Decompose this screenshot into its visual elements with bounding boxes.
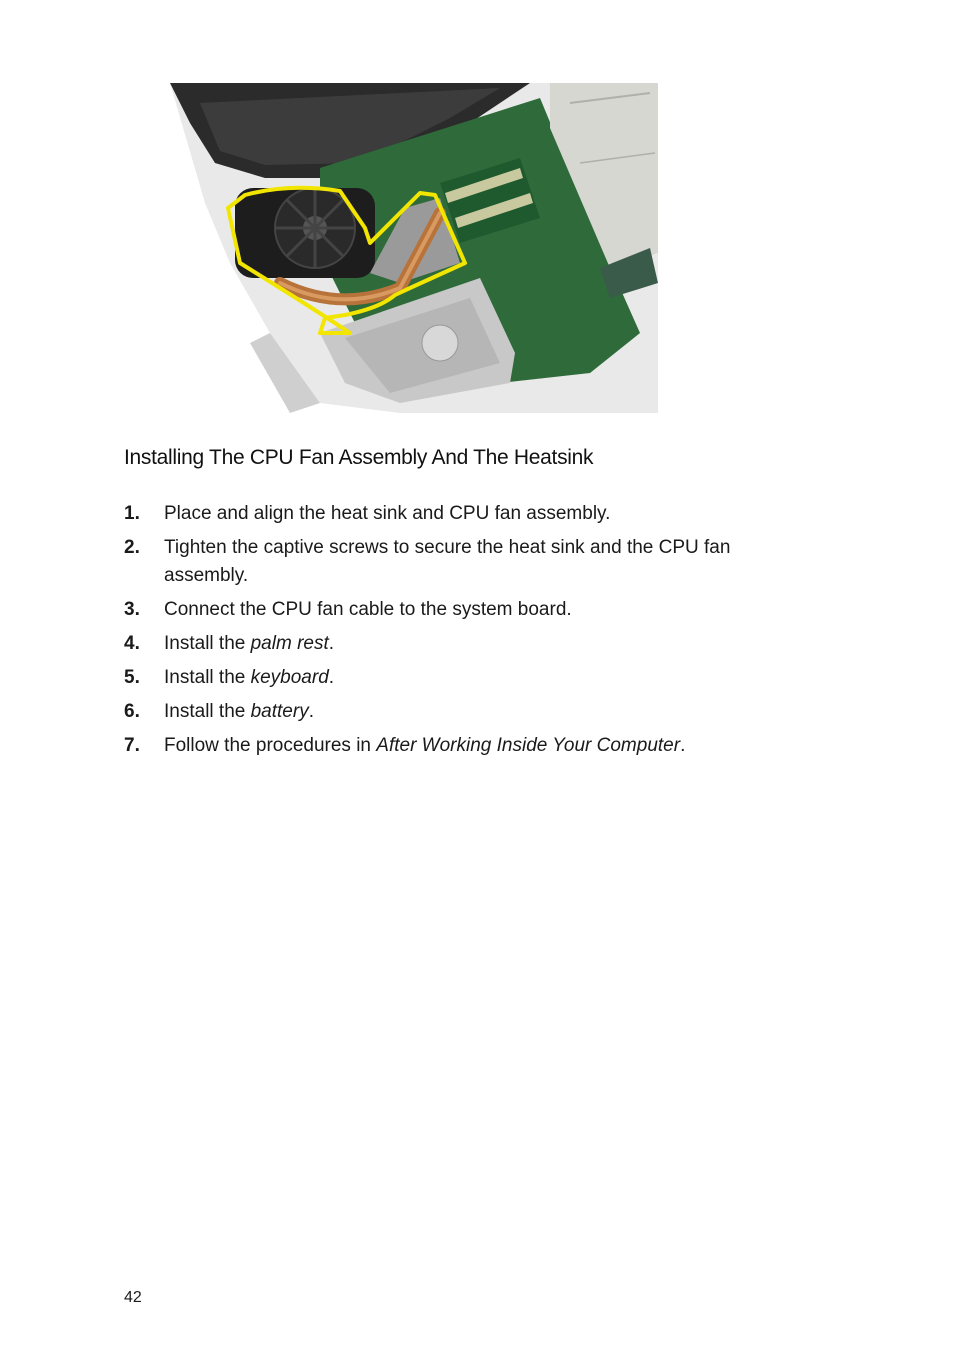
after-working-inside-link[interactable]: After Working Inside Your Computer bbox=[376, 735, 681, 756]
step-number: 4. bbox=[124, 633, 140, 654]
step-text: Install the bbox=[164, 701, 251, 722]
palm-rest-link[interactable]: palm rest bbox=[250, 633, 329, 654]
step-number: 5. bbox=[124, 667, 140, 688]
instruction-steps bbox=[124, 500, 804, 766]
step-item bbox=[124, 698, 804, 726]
step-text: Follow the procedures in bbox=[164, 735, 377, 756]
step-item bbox=[124, 630, 804, 658]
step-item bbox=[124, 732, 804, 760]
keyboard-link[interactable]: keyboard bbox=[250, 667, 329, 688]
step-suffix: . bbox=[680, 735, 686, 756]
page-number: 42 bbox=[124, 1289, 142, 1306]
step-item bbox=[124, 596, 804, 624]
step-text: Tighten the captive screws to secure the heat sink and the CPU fan assembly. bbox=[164, 537, 731, 586]
step-text: Install the bbox=[164, 667, 251, 688]
step-suffix: . bbox=[328, 633, 335, 654]
battery-link[interactable]: battery bbox=[250, 701, 309, 722]
step-suffix: . bbox=[308, 701, 314, 722]
step-number: 7. bbox=[124, 735, 140, 756]
step-number: 1. bbox=[124, 503, 140, 524]
section-heading: Installing The CPU Fan Assembly And The Heatsink bbox=[124, 446, 594, 469]
step-item bbox=[124, 500, 804, 528]
step-number: 6. bbox=[124, 701, 140, 722]
step-item bbox=[124, 534, 804, 590]
step-number: 2. bbox=[124, 537, 140, 558]
step-number: 3. bbox=[124, 599, 140, 620]
step-text: Place and align the heat sink and CPU fan assembly. bbox=[164, 503, 611, 524]
step-text: Connect the CPU fan cable to the system board. bbox=[164, 599, 572, 620]
laptop-heatsink-photo bbox=[170, 83, 658, 413]
step-suffix: . bbox=[328, 667, 335, 688]
step-text: Install the bbox=[164, 633, 251, 654]
step-item bbox=[124, 664, 804, 692]
